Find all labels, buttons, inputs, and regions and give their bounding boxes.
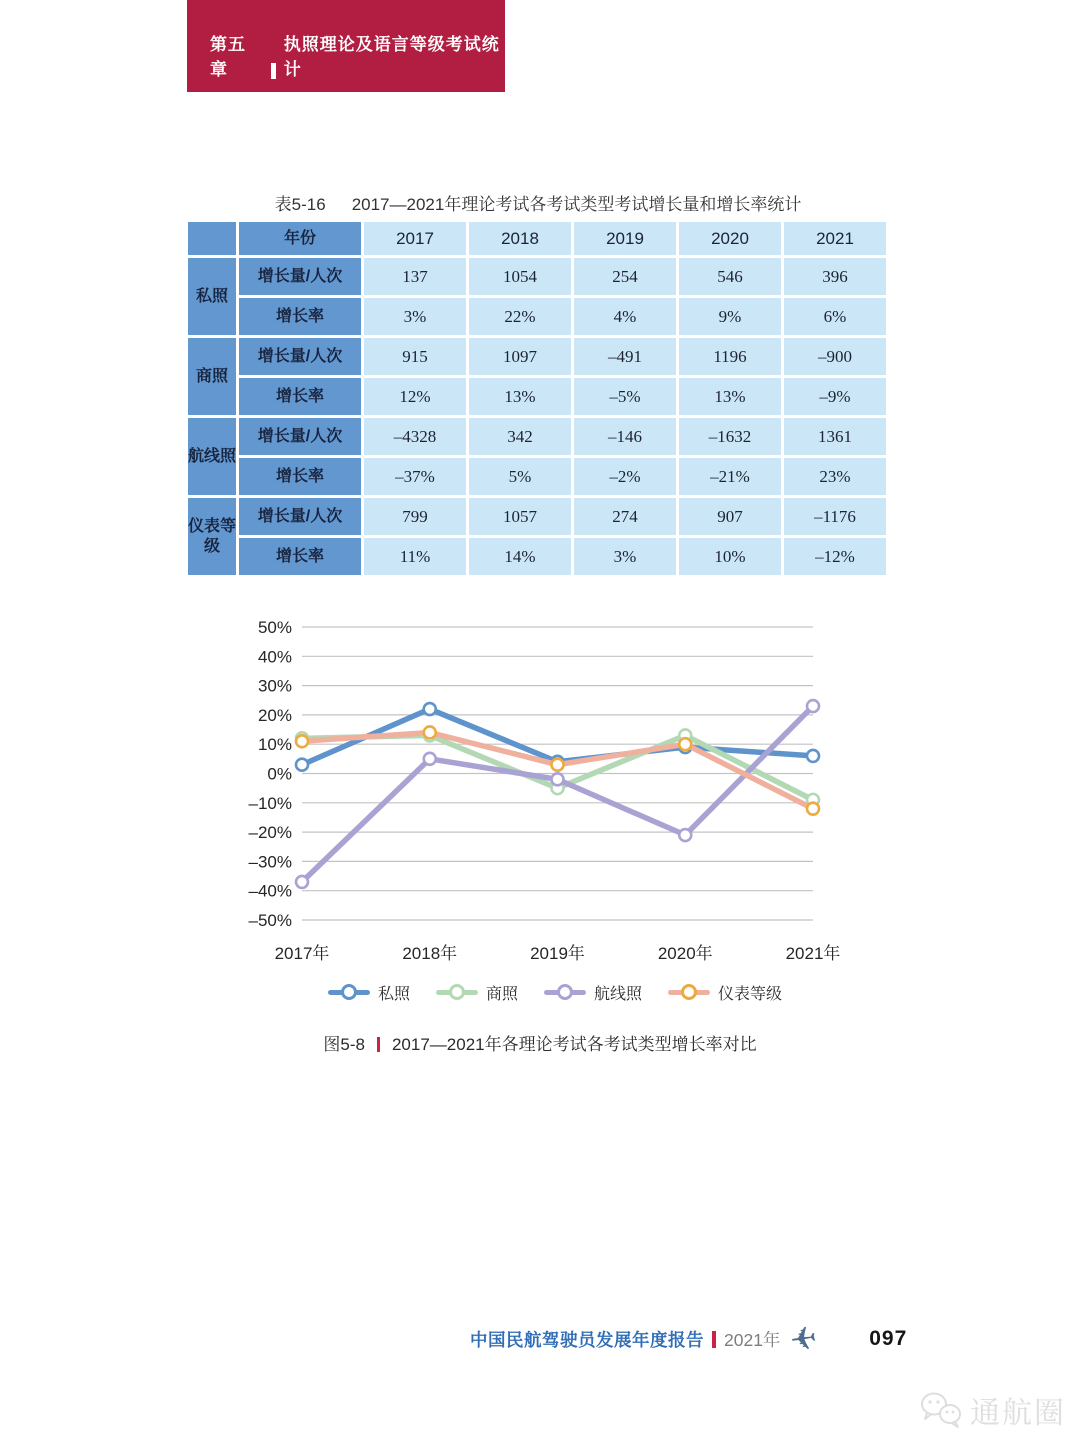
rate-value-cell: 6%	[784, 298, 886, 335]
year-header-cell: 年份	[239, 222, 361, 255]
category-cell: 私照	[188, 258, 236, 335]
metric-label-cell: 增长量/人次	[239, 258, 361, 295]
growth-value-cell: 907	[679, 498, 781, 535]
rate-value-cell: –12%	[784, 538, 886, 575]
table-corner-cell	[188, 222, 236, 255]
year-cell: 2018	[469, 222, 571, 255]
caption-separator-bar	[377, 1037, 380, 1052]
report-title: 中国民航驾驶员发展年度报告	[470, 1329, 704, 1350]
chapter-title: 执照理论及语言等级考试统计	[283, 35, 500, 79]
metric-label-cell: 增长率	[239, 298, 361, 335]
legend-item	[436, 981, 518, 1004]
data-point	[424, 703, 436, 715]
growth-value-cell: –4328	[364, 418, 466, 455]
y-axis-tick-label: 20%	[257, 705, 292, 725]
data-point	[679, 829, 691, 841]
growth-value-cell: 342	[469, 418, 571, 455]
report-year: 2021年	[724, 1329, 781, 1350]
rate-value-cell: –2%	[574, 458, 676, 495]
table-row	[188, 338, 886, 375]
rate-value-cell: 12%	[364, 378, 466, 415]
rate-value-cell: –21%	[679, 458, 781, 495]
y-axis-tick-label: 0%	[267, 764, 292, 784]
y-axis-tick-label: 50%	[257, 618, 292, 637]
data-point	[807, 700, 819, 712]
data-point	[296, 876, 308, 888]
data-point	[807, 803, 819, 815]
rate-value-cell: 4%	[574, 298, 676, 335]
wechat-icon	[918, 1390, 964, 1430]
metric-label-cell: 增长量/人次	[239, 418, 361, 455]
table-row	[188, 378, 886, 415]
rate-value-cell: –9%	[784, 378, 886, 415]
legend-line-marker	[668, 990, 710, 995]
x-axis-tick-label: 2020年	[657, 944, 713, 963]
airplane-icon: ✈	[788, 1319, 820, 1359]
metric-label-cell: 增长率	[239, 378, 361, 415]
x-axis-tick-label: 2021年	[785, 944, 841, 963]
growth-value-cell: –1176	[784, 498, 886, 535]
legend-circle-marker	[557, 984, 573, 1000]
growth-value-cell: 799	[364, 498, 466, 535]
table-row	[188, 538, 886, 575]
legend-line-marker	[544, 990, 586, 995]
rate-value-cell: 22%	[469, 298, 571, 335]
data-point	[296, 759, 308, 771]
table-row	[188, 418, 886, 455]
rate-value-cell: 23%	[784, 458, 886, 495]
category-cell: 商照	[188, 338, 236, 415]
data-point	[679, 738, 691, 750]
growth-value-cell: 254	[574, 258, 676, 295]
legend-line-marker	[328, 990, 370, 995]
growth-value-cell: 137	[364, 258, 466, 295]
legend-line-marker	[436, 990, 478, 995]
figure-caption	[0, 1030, 1080, 1055]
category-cell: 仪表等级	[188, 498, 236, 575]
x-axis-tick-label: 2018年	[402, 944, 458, 963]
page-footer	[470, 1321, 907, 1357]
legend-circle-marker	[341, 984, 357, 1000]
y-axis-tick-label: 30%	[257, 676, 292, 696]
y-axis-tick-label: 10%	[257, 735, 292, 755]
growth-value-cell: 1361	[784, 418, 886, 455]
chapter-banner	[187, 0, 505, 92]
chart-legend	[230, 980, 880, 1004]
data-point	[424, 753, 436, 765]
growth-value-cell: 915	[364, 338, 466, 375]
table-row	[188, 498, 886, 535]
rate-value-cell: 3%	[574, 538, 676, 575]
y-axis-tick-label: –40%	[248, 881, 292, 901]
growth-value-cell: 1097	[469, 338, 571, 375]
table-caption-label: 表5-16	[274, 195, 326, 214]
growth-value-cell: –1632	[679, 418, 781, 455]
rate-value-cell: 13%	[679, 378, 781, 415]
legend-label: 商照	[485, 985, 518, 1003]
legend-item	[328, 981, 410, 1004]
x-axis-tick-label: 2017年	[274, 944, 330, 963]
data-point	[296, 735, 308, 747]
data-point	[552, 773, 564, 785]
x-axis-tick-label: 2019年	[530, 944, 585, 963]
legend-item	[544, 981, 642, 1004]
table-row	[188, 298, 886, 335]
legend-item	[668, 981, 782, 1004]
page-number: 097	[869, 1327, 908, 1350]
rate-value-cell: 14%	[469, 538, 571, 575]
banner-separator-bar	[271, 63, 276, 79]
growth-value-cell: 1196	[679, 338, 781, 375]
figure-title: 2017—2021年各理论考试各考试类型增长率对比	[391, 1035, 757, 1054]
y-axis-tick-label: 40%	[257, 647, 292, 667]
table-row	[188, 258, 886, 295]
growth-value-cell: 396	[784, 258, 886, 295]
metric-label-cell: 增长量/人次	[239, 498, 361, 535]
watermark-text: 通航圈	[970, 1397, 1066, 1430]
year-cell: 2019	[574, 222, 676, 255]
growth-rate-chart	[230, 612, 880, 972]
rate-value-cell: 11%	[364, 538, 466, 575]
legend-circle-marker	[449, 984, 465, 1000]
legend-circle-marker	[681, 984, 697, 1000]
growth-value-cell: 274	[574, 498, 676, 535]
growth-value-cell: 1054	[469, 258, 571, 295]
growth-rate-line-chart	[230, 612, 880, 972]
table-row	[188, 458, 886, 495]
y-axis-tick-label: –10%	[248, 793, 292, 813]
figure-label: 图5-8	[323, 1035, 365, 1054]
growth-value-cell: –491	[574, 338, 676, 375]
metric-label-cell: 增长量/人次	[239, 338, 361, 375]
y-axis-tick-label: –30%	[248, 852, 292, 872]
category-cell: 航线照	[188, 418, 236, 495]
rate-value-cell: 9%	[679, 298, 781, 335]
growth-value-cell: –900	[784, 338, 886, 375]
rate-value-cell: 13%	[469, 378, 571, 415]
y-axis-tick-label: –50%	[248, 911, 292, 930]
metric-label-cell: 增长率	[239, 458, 361, 495]
rate-value-cell: 10%	[679, 538, 781, 575]
legend-label: 私照	[377, 985, 410, 1003]
legend-label: 仪表等级	[718, 985, 783, 1003]
growth-value-cell: –146	[574, 418, 676, 455]
growth-value-cell: 1057	[469, 498, 571, 535]
table-header-row	[188, 222, 886, 255]
data-point	[807, 750, 819, 762]
stats-table-body	[188, 222, 886, 575]
metric-label-cell: 增长率	[239, 538, 361, 575]
year-cell: 2017	[364, 222, 466, 255]
chapter-number: 第五章	[210, 35, 246, 79]
data-point	[424, 726, 436, 738]
data-point	[552, 759, 564, 771]
table-caption	[188, 190, 888, 215]
footer-separator-bar	[712, 1331, 716, 1348]
legend-label: 航线照	[594, 985, 643, 1003]
stats-table	[185, 219, 889, 578]
table-caption-title: 2017—2021年理论考试各考试类型考试增长量和增长率统计	[351, 195, 802, 214]
rate-value-cell: –5%	[574, 378, 676, 415]
rate-value-cell: 5%	[469, 458, 571, 495]
year-cell: 2021	[784, 222, 886, 255]
y-axis-tick-label: –20%	[248, 823, 292, 843]
rate-value-cell: –37%	[364, 458, 466, 495]
rate-value-cell: 3%	[364, 298, 466, 335]
year-cell: 2020	[679, 222, 781, 255]
growth-value-cell: 546	[679, 258, 781, 295]
watermark	[918, 1388, 1066, 1432]
